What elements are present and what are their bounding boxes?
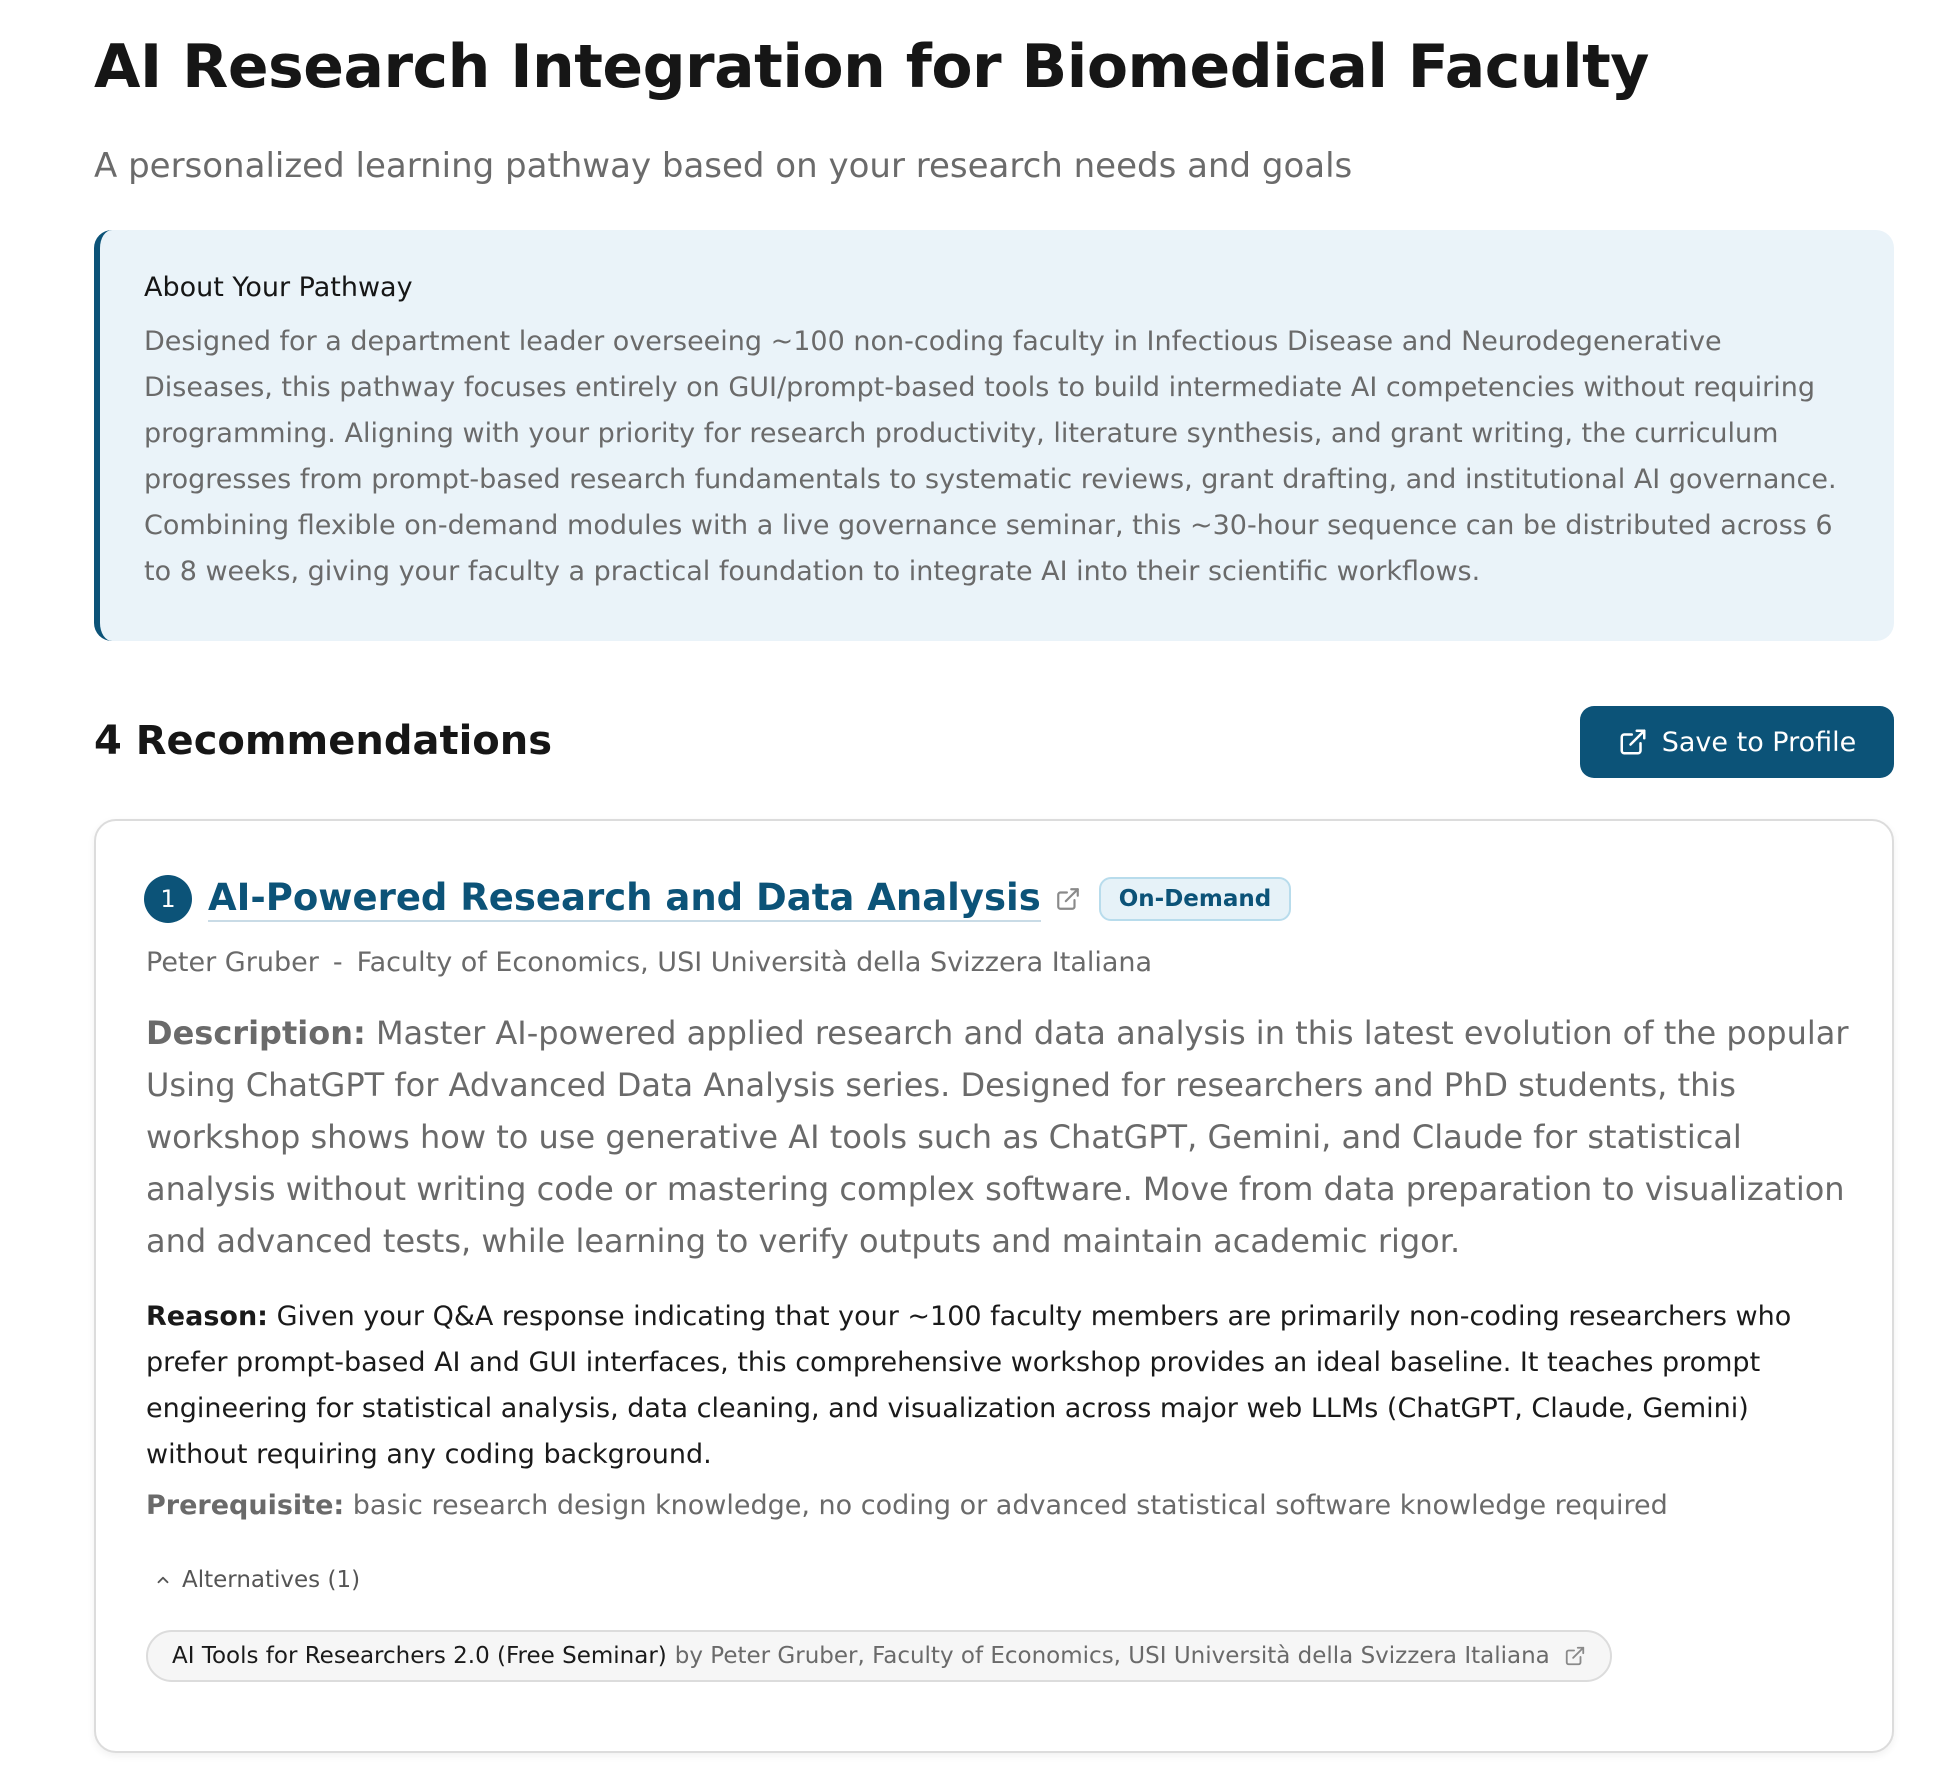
external-link-icon [1618, 727, 1648, 757]
about-text: Designed for a department leader overseeing ~100 non-coding faculty in Infectious Disease and Neurodegenerative Diseases, this pathway focuses entirely on GUI/prompt-based tools to build intermediate AI competencies without requiring programming. Aligning with your priority for research productivity, literature synthesis, and grant writing, the curriculum progresses from prompt-based research fundamentals to systematic reviews, grant drafting, and institutional AI governance. Combining flexible on-demand modules with a live governance seminar, this ~30-hour sequence can be distributed across 6 to 8 weeks, giving your faculty a practical foundation to integrate AI into their scientific workflows. [144, 326, 1837, 587]
card-reason [146, 1294, 1856, 1478]
alternative-author: by Peter Gruber, Faculty of Economics, USI Università della Svizzera Italiana [674, 1643, 1550, 1669]
external-link-icon[interactable] [1055, 886, 1081, 912]
chevron-up-icon [154, 1571, 172, 1589]
save-button-label: Save to Profile [1661, 726, 1857, 758]
description-label: Description: [146, 1014, 366, 1052]
recommendations-heading: 4 Recommendations [94, 718, 553, 764]
card-author-line [146, 947, 1152, 978]
recommendation-title-link[interactable]: AI-Powered Research and Data Analysis [208, 876, 1041, 922]
recommendation-card [94, 819, 1894, 1753]
author-name: Peter Gruber [146, 947, 319, 978]
alternative-chip[interactable] [146, 1630, 1612, 1682]
recommendation-number-badge: 1 [144, 875, 192, 923]
author-separator: - [332, 947, 343, 978]
about-heading: About Your Pathway [144, 272, 413, 303]
save-to-profile-button[interactable] [1580, 706, 1894, 778]
alternatives-label: Alternatives (1) [182, 1567, 361, 1593]
external-link-icon [1564, 1645, 1586, 1667]
alternative-title: AI Tools for Researchers 2.0 (Free Seminar) [172, 1643, 667, 1669]
description-text: Master AI-powered applied research and data analysis in this latest evolution of the popular Using ChatGPT for Advanced Data Analysis series. Designed for researchers and PhD students, this workshop shows how to use generative AI tools such as ChatGPT, Gemini, and Claude for statistical analysis without writing code or mastering complex software. Move from data preparation to visualization and advanced tests, while learning to verify outputs and maintain academic rigor. [146, 1014, 1849, 1260]
prerequisite-text: basic research design knowledge, no coding or advanced statistical software knowledge required [352, 1490, 1668, 1521]
reason-text: Given your Q&A response indicating that your ~100 faculty members are primarily non-coding researchers who prefer prompt-based AI and GUI interfaces, this comprehensive workshop provides an ideal baseline. It teaches prompt engineering for statistical analysis, data cleaning, and visualization across major web LLMs (ChatGPT, Claude, Gemini) without requiring any coding background. [146, 1301, 1792, 1470]
reason-label: Reason: [146, 1301, 268, 1332]
card-prerequisite [146, 1490, 1856, 1521]
about-pathway-box [94, 230, 1894, 641]
card-title-row [144, 875, 1291, 923]
prerequisite-label: Prerequisite: [146, 1490, 345, 1521]
alternatives-toggle[interactable] [154, 1567, 360, 1593]
format-badge: On-Demand [1099, 877, 1292, 921]
page-subtitle: A personalized learning pathway based on your research needs and goals [94, 146, 1353, 186]
author-affiliation: Faculty of Economics, USI Università della Svizzera Italiana [356, 947, 1153, 978]
page-title: AI Research Integration for Biomedical Faculty [94, 32, 1649, 102]
card-description [146, 1007, 1856, 1267]
